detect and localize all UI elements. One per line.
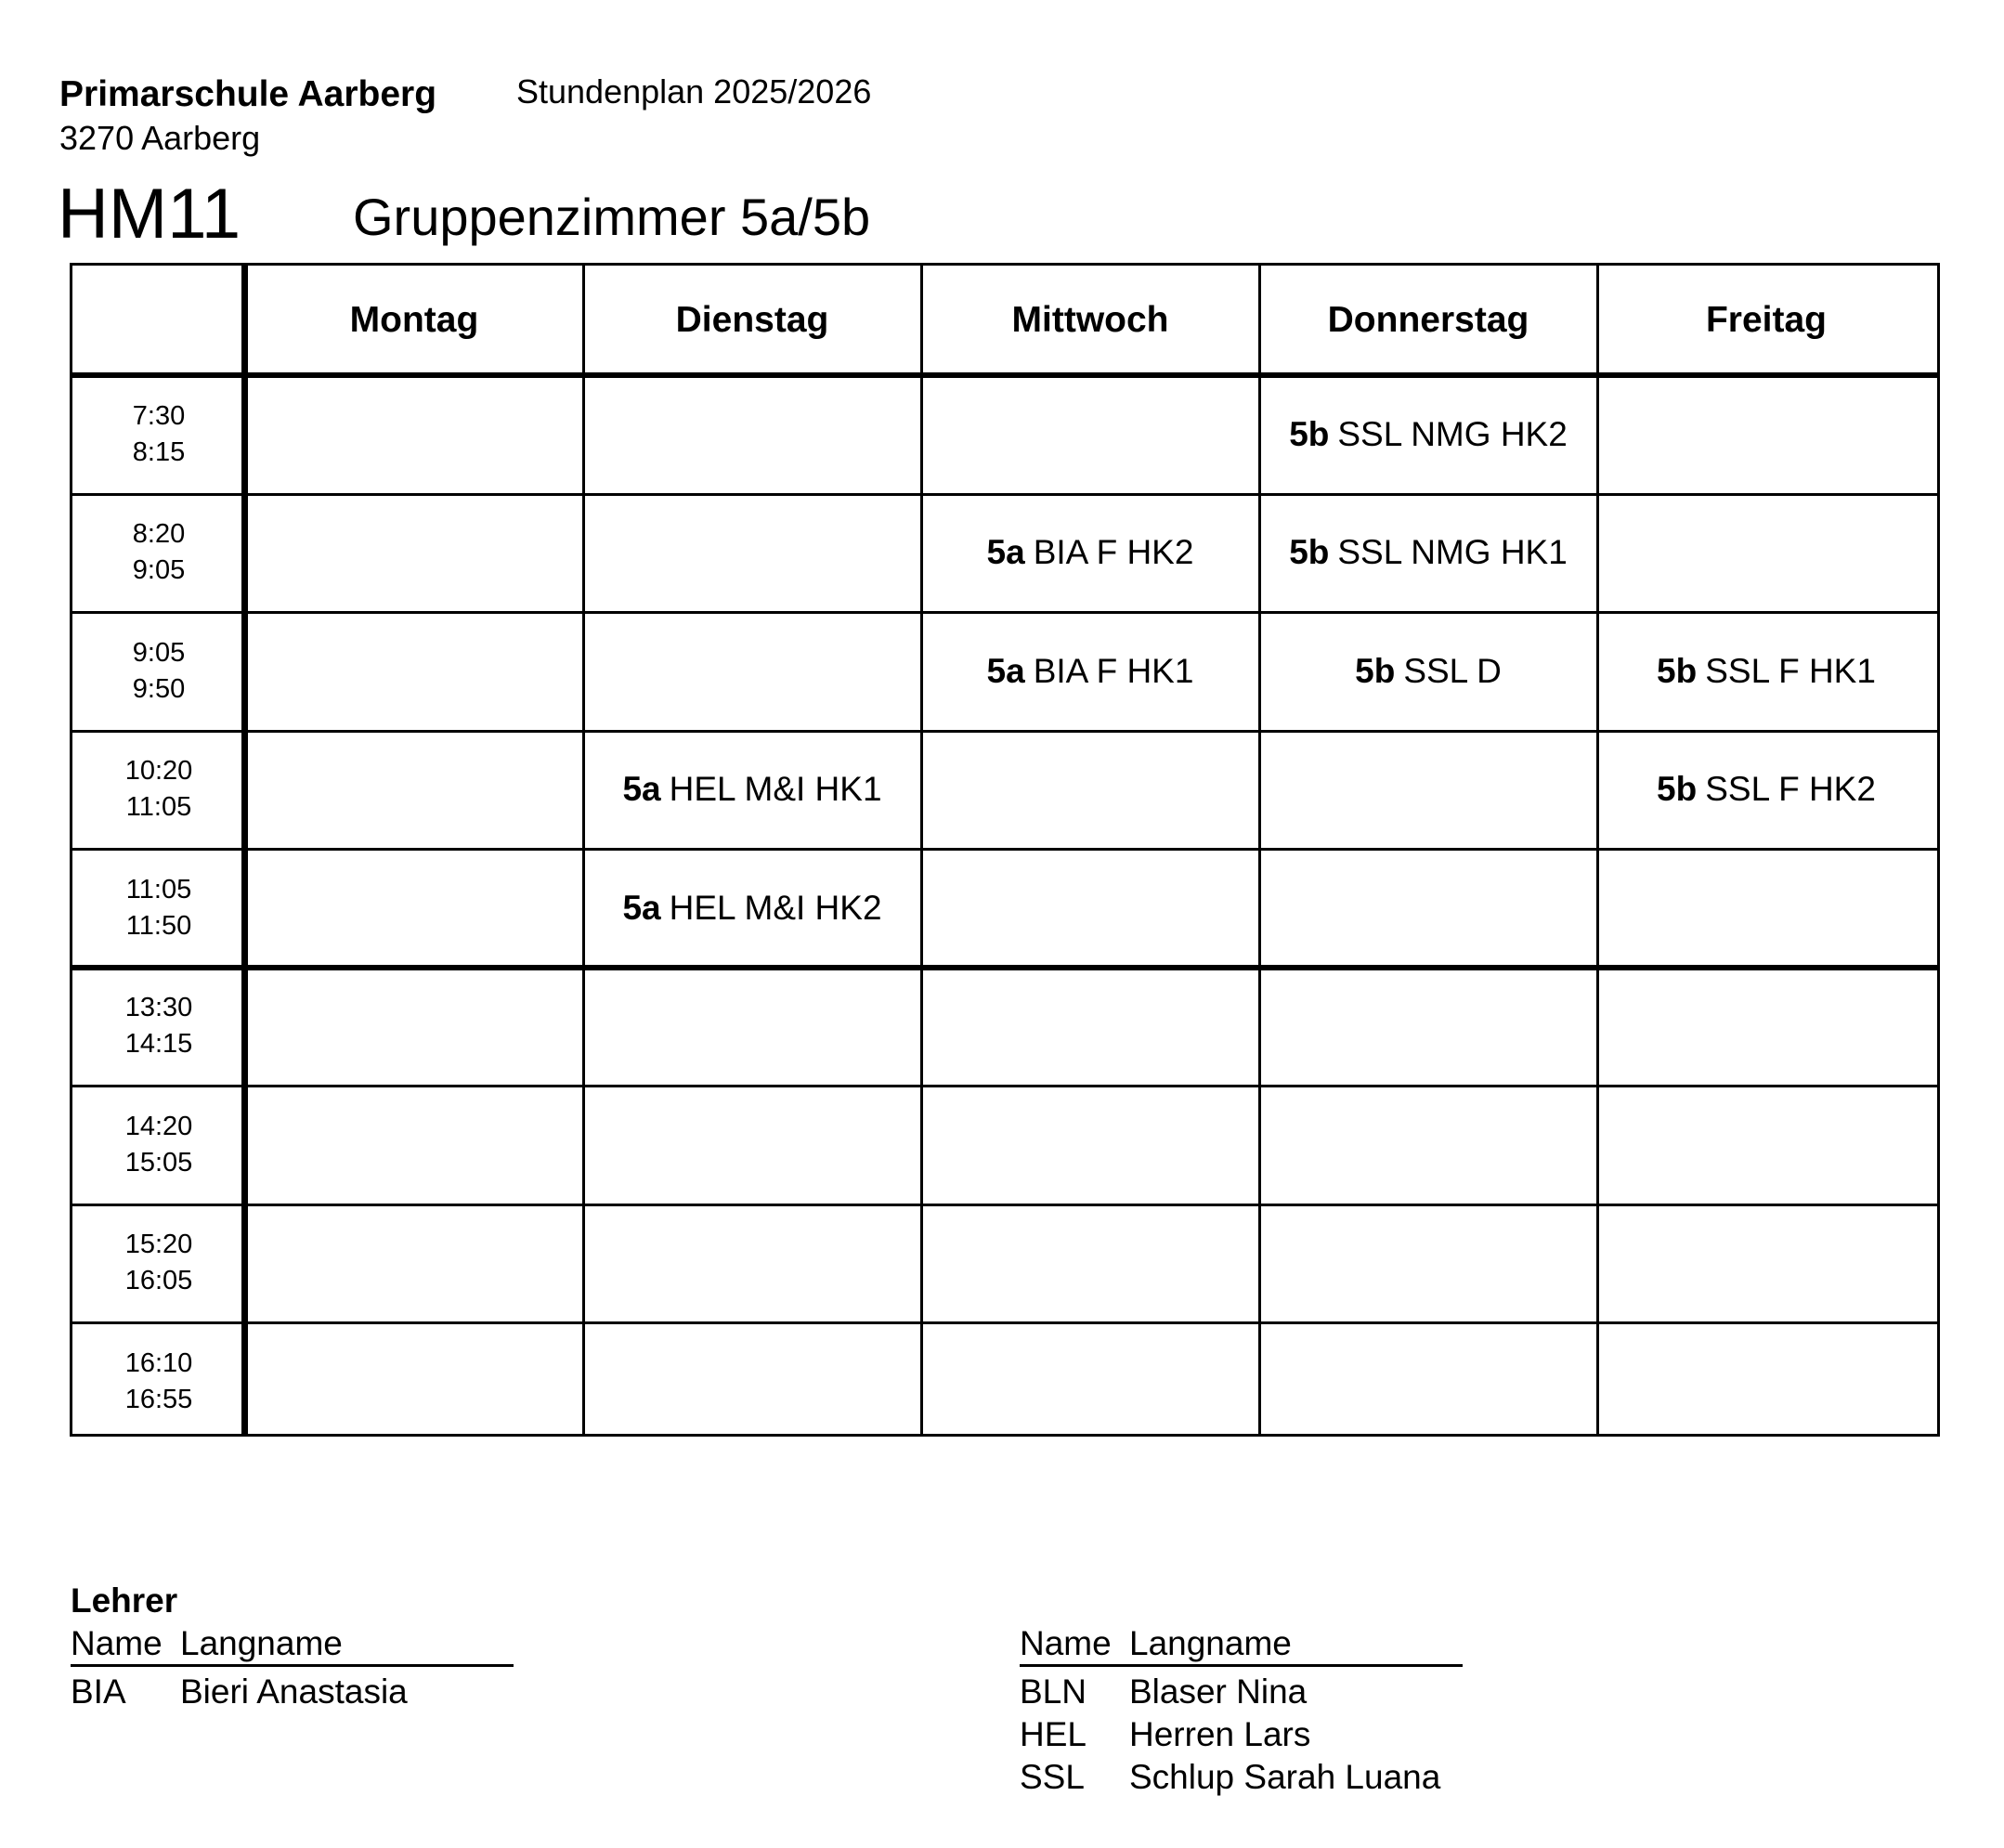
lesson-cell (1259, 494, 1597, 613)
lesson-class: 5a (986, 651, 1025, 690)
period-time (72, 1322, 245, 1441)
lesson-cell (1597, 612, 1935, 731)
grid-row-line (72, 1204, 1937, 1206)
period-end: 15:05 (124, 1147, 193, 1178)
day-header-donnerstag: Donnerstag (1327, 300, 1529, 340)
period-start: 11:05 (125, 874, 192, 904)
day-header-dienstag: Dienstag (675, 300, 829, 340)
period-start: 8:20 (132, 519, 186, 550)
teacher-legend-right (1020, 1623, 1465, 1799)
lesson-detail: SSL NMG HK1 (1337, 533, 1568, 572)
legend-header (1020, 1623, 1463, 1667)
lesson-class: 5b (1657, 770, 1698, 809)
teacher-code: SSL (1020, 1758, 1085, 1796)
school-name: Primarschule Aarberg (59, 74, 437, 114)
teacher-entry (1020, 1671, 1465, 1713)
lesson-cell (583, 731, 921, 850)
period-time (72, 968, 245, 1087)
grid-row-line (72, 1085, 1937, 1087)
period-end: 9:50 (132, 673, 186, 704)
lesson-detail: BIA F HK1 (1033, 651, 1194, 690)
period-time (72, 849, 245, 968)
teacher-name: Schlup Sarah Luana (1129, 1758, 1441, 1796)
period-start: 10:20 (124, 756, 193, 787)
teacher-code: HEL (1020, 1715, 1087, 1753)
lesson-class: 5a (622, 888, 661, 927)
period-time (72, 1086, 245, 1204)
teacher-entry (1020, 1713, 1465, 1756)
lesson-cell (1259, 375, 1597, 494)
day-header-mittwoch: Mittwoch (1011, 300, 1169, 340)
room-code: HM11 (58, 175, 241, 254)
legend-col-longname: Langname (180, 1624, 343, 1662)
period-start: 9:05 (132, 637, 186, 668)
period-start: 14:20 (124, 1111, 193, 1141)
legend-col-name: Name (71, 1624, 163, 1662)
period-time (72, 375, 245, 494)
lesson-class: 5a (986, 533, 1025, 572)
teacher-code: BIA (71, 1672, 126, 1711)
teacher-entry (1020, 1756, 1465, 1799)
lesson-cell (1259, 612, 1597, 731)
period-end: 11:50 (125, 910, 192, 941)
teacher-name: Bieri Anastasia (180, 1672, 408, 1711)
lesson-class: 5b (1355, 651, 1396, 690)
lesson-detail: HEL M&I HK2 (669, 888, 882, 927)
lesson-class: 5b (1289, 414, 1330, 453)
period-end: 16:55 (124, 1384, 193, 1414)
lesson-detail: SSL F HK2 (1705, 770, 1876, 809)
lesson-cell (583, 849, 921, 968)
timetable-grid (70, 263, 1940, 1437)
teacher-code: BLN (1020, 1672, 1087, 1711)
teacher-entry (71, 1671, 516, 1713)
school-address: 3270 Aarberg (59, 119, 261, 157)
period-start: 15:20 (124, 1230, 193, 1260)
period-end: 14:15 (124, 1029, 193, 1060)
period-end: 11:05 (125, 792, 192, 823)
room-name: Gruppenzimmer 5a/5b (353, 188, 871, 246)
teacher-name: Herren Lars (1129, 1715, 1311, 1753)
lesson-cell (1597, 731, 1935, 850)
legend-col-longname: Langname (1129, 1624, 1292, 1662)
period-time (72, 494, 245, 613)
plan-title: Stundenplan 2025/2026 (516, 72, 872, 111)
lesson-cell (921, 494, 1259, 613)
period-time (72, 731, 245, 850)
grid-row-line (72, 372, 1937, 378)
legend-header (71, 1623, 514, 1667)
lesson-detail: SSL F HK1 (1705, 651, 1876, 690)
lunch-break-line (72, 965, 1937, 970)
legend-col-name: Name (1020, 1624, 1112, 1662)
period-time (72, 612, 245, 731)
period-end: 8:15 (132, 436, 186, 467)
grid-row-line (72, 1321, 1937, 1324)
period-end: 16:05 (124, 1266, 193, 1296)
period-time (72, 1204, 245, 1323)
lesson-detail: HEL M&I HK1 (669, 770, 882, 809)
lesson-cell (921, 612, 1259, 731)
lesson-class: 5b (1289, 533, 1330, 572)
timetable-header-row (72, 266, 1937, 375)
teacher-name: Blaser Nina (1129, 1672, 1308, 1711)
legend-title: Lehrer (71, 1581, 178, 1620)
period-end: 9:05 (132, 555, 186, 586)
lesson-detail: SSL D (1403, 651, 1502, 690)
lesson-class: 5a (622, 770, 661, 809)
teacher-legend-left (71, 1623, 516, 1713)
lesson-detail: SSL NMG HK2 (1337, 414, 1568, 453)
lesson-class: 5b (1657, 651, 1698, 690)
period-start: 13:30 (124, 993, 193, 1023)
lesson-detail: BIA F HK2 (1033, 533, 1194, 572)
period-start: 16:10 (124, 1347, 193, 1378)
day-header-freitag: Freitag (1705, 300, 1828, 340)
day-header-montag: Montag (349, 300, 479, 340)
period-start: 7:30 (132, 400, 186, 431)
